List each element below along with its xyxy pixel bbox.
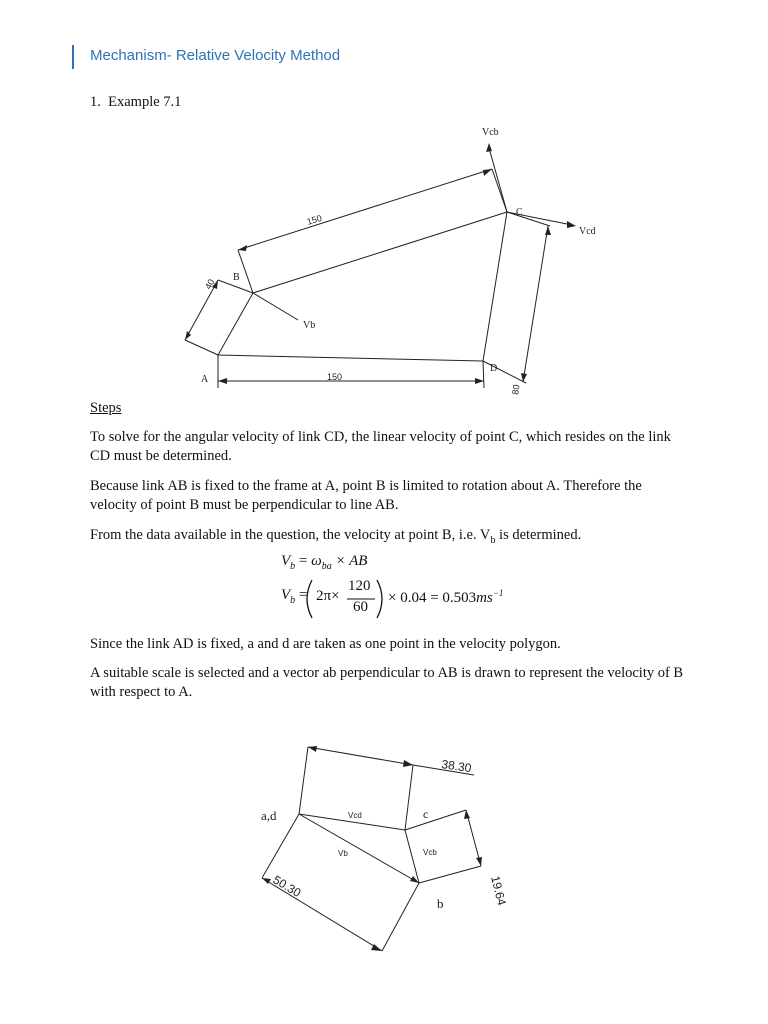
- label-vb-polygon: Vb: [338, 849, 348, 858]
- dim-line-top: [308, 747, 413, 765]
- dim-label-ab: 40: [202, 277, 217, 291]
- label-point-c: C: [516, 207, 523, 218]
- label-point-b: B: [233, 272, 240, 283]
- example-number: 1.: [90, 94, 101, 110]
- eq1-rhs: × AB: [331, 553, 368, 569]
- eq2-exponent: −1: [492, 588, 504, 598]
- label-ad: a,d: [261, 808, 277, 823]
- eq2-lhs: V: [281, 587, 291, 603]
- label-vcb: Vcb: [482, 127, 499, 138]
- eq2-two-pi: 2π×: [316, 588, 340, 604]
- eq1-equals: =: [295, 553, 312, 569]
- dim-label-bc: 150: [305, 212, 323, 227]
- eq2-unit: ms: [476, 590, 493, 606]
- eq1-lhs: V: [281, 553, 291, 569]
- eq2-numerator: 120: [348, 578, 371, 594]
- page-header-title: Mechanism- Relative Velocity Method: [90, 47, 341, 64]
- dim-label-top: 38.30: [440, 757, 473, 776]
- eq2-lhs-sub: b: [290, 595, 296, 606]
- label-vcb-polygon: Vcb: [423, 848, 437, 857]
- vector-vb-polygon: [299, 814, 419, 883]
- eq2-equals: =: [295, 587, 308, 603]
- example-title: Example 7.1: [108, 94, 182, 110]
- label-point-a: A: [201, 374, 209, 385]
- paragraph-3-text: From the data available in the question, the velocity at point B, i.e. V: [90, 527, 491, 543]
- eq1-omega: ω: [311, 553, 322, 569]
- dim-label-cd: 80: [510, 383, 522, 396]
- label-vb: Vb: [303, 320, 316, 331]
- paragraph-5: A suitable scale is selected and a vector ab perpendicular to AB is drawn to represent the velocity of B with respect to A.: [90, 665, 684, 700]
- eq2-rest: × 0.04 = 0.503: [388, 590, 477, 606]
- paragraph-3-subscript: b: [490, 534, 496, 546]
- paragraph-2: Because link AB is fixed to the frame at A, point B is limited to rotation about A. Therefore the velocity of point B must be perpendicular to line AB.: [90, 478, 642, 513]
- steps-heading: Steps: [90, 400, 122, 416]
- dim-label-ad: 150: [327, 372, 343, 382]
- paragraph-4: Since the link AD is fixed, a and d are taken as one point in the velocity polygon.: [90, 636, 561, 652]
- eq1-lhs-sub: b: [290, 561, 296, 572]
- vector-vcb-polygon: [405, 830, 419, 883]
- label-c: c: [423, 807, 429, 821]
- label-point-d: D: [490, 363, 498, 374]
- dim-label-right: 19.64: [488, 874, 509, 907]
- paragraph-1: To solve for the angular velocity of link CD, the linear velocity of point C, which resides on the link CD must be determined.: [90, 429, 671, 464]
- label-vcd: Vcd: [579, 226, 596, 237]
- eq1-omega-sub: ba: [321, 561, 332, 572]
- label-vcd-polygon: Vcd: [348, 811, 362, 820]
- label-b: b: [437, 896, 444, 911]
- dim-label-left: 50.30: [270, 872, 304, 901]
- paragraph-3-end: is determined.: [495, 527, 582, 543]
- eq2-denominator: 60: [353, 599, 368, 615]
